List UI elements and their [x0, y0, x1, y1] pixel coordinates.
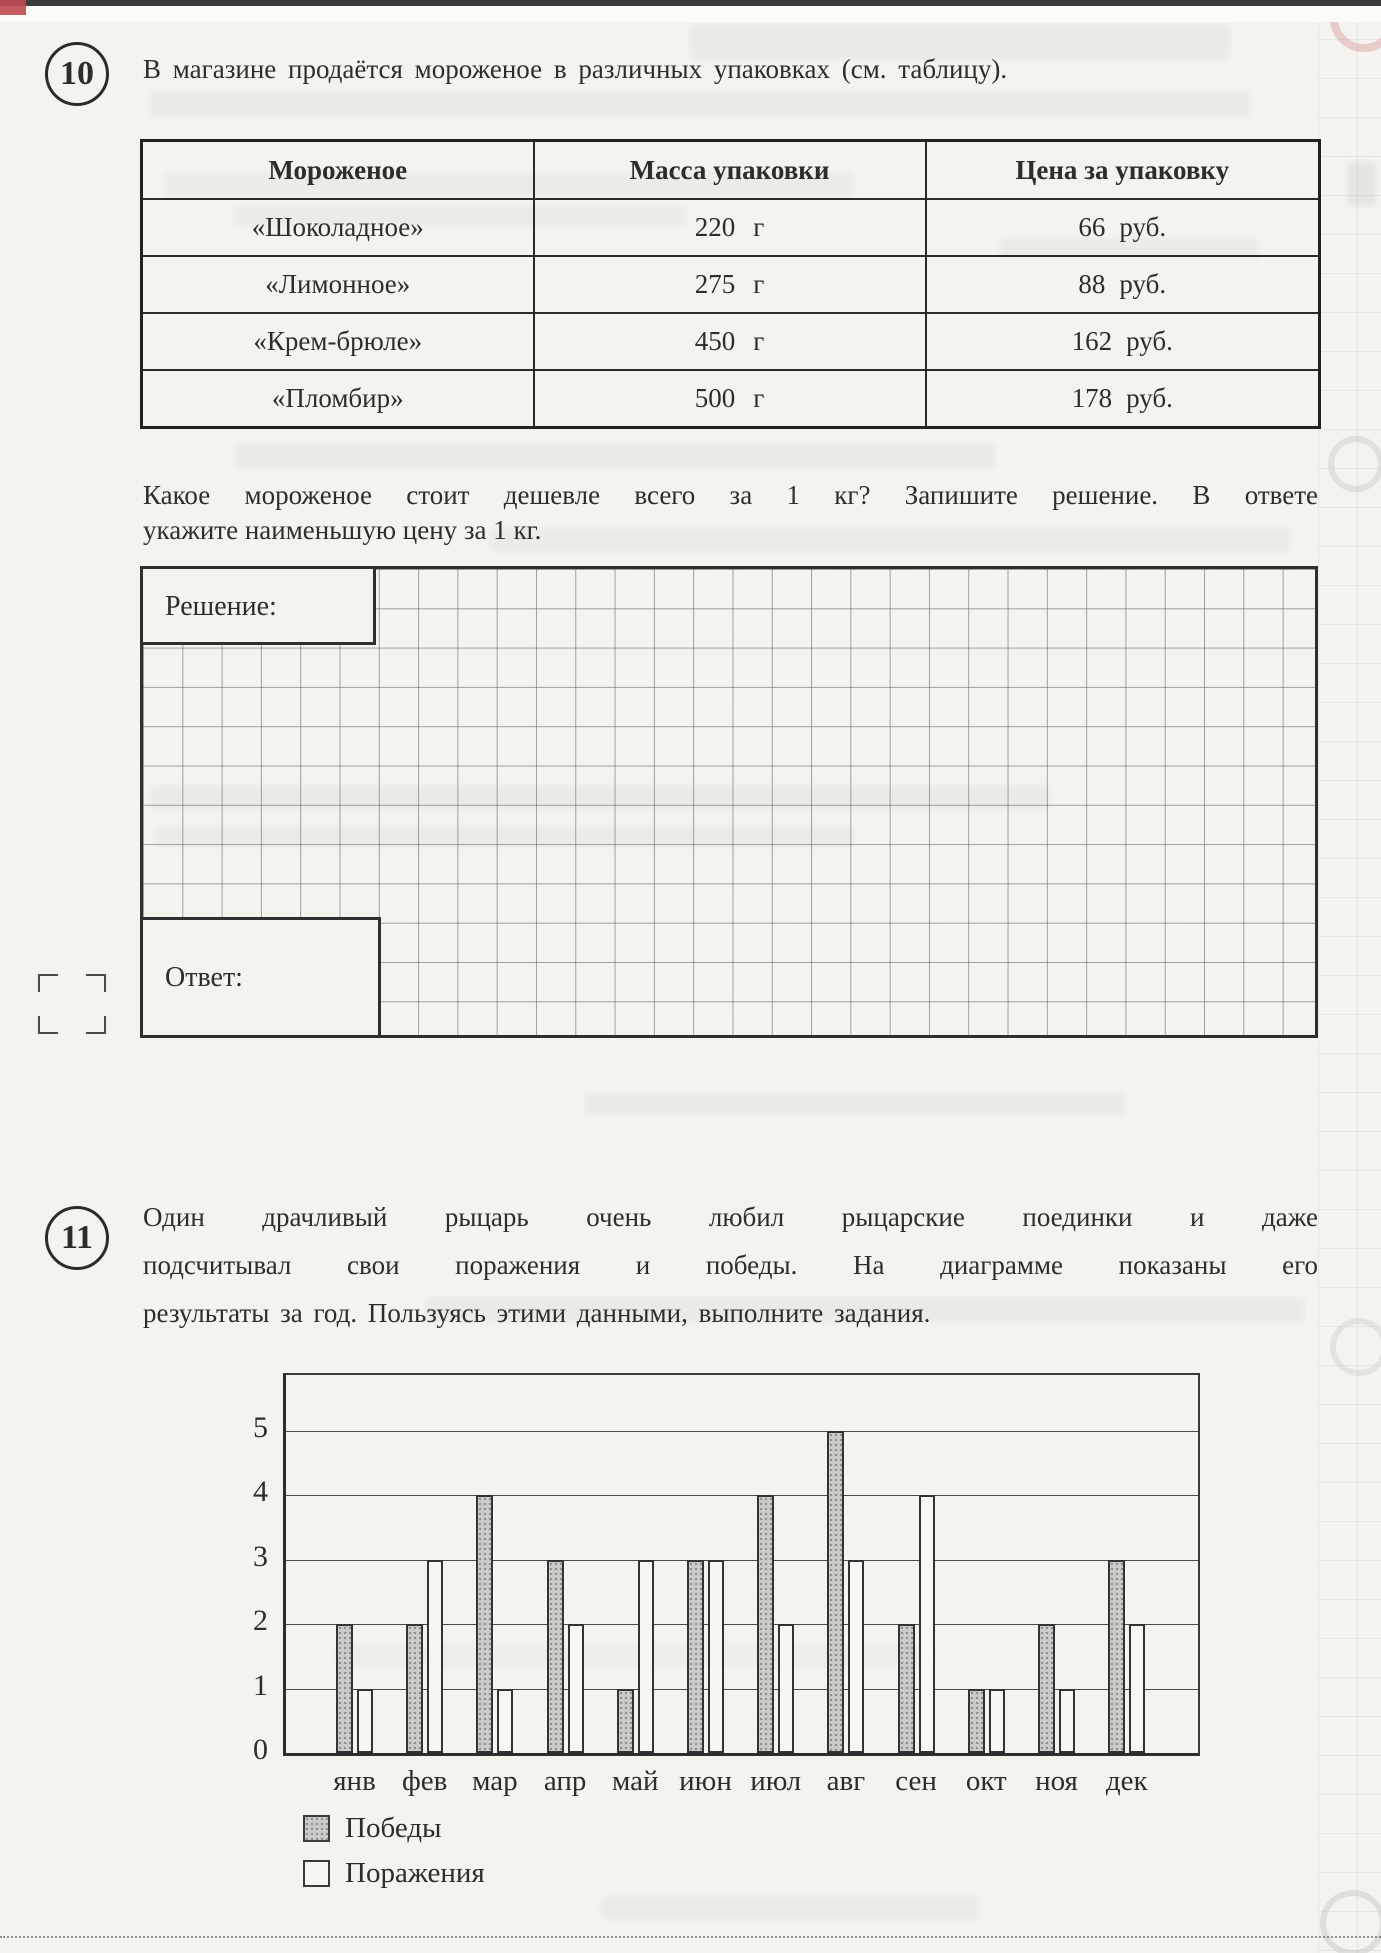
bleed-artifact — [1330, 1318, 1381, 1376]
bar-wins-авг — [827, 1431, 844, 1754]
answer-box — [140, 917, 381, 1038]
task-10-question-line2: укажите наименьшую цену за 1 кг. — [143, 515, 542, 545]
x-axis-label-май: май — [612, 1765, 659, 1797]
table-row — [142, 370, 1320, 428]
bar-wins-июн — [687, 1560, 704, 1754]
answer-label: Ответ: — [165, 962, 243, 993]
bar-wins-мар — [476, 1495, 493, 1753]
table-header-row — [142, 141, 1320, 200]
bleed-artifact — [1348, 162, 1376, 206]
losses-swatch-icon — [303, 1860, 330, 1887]
cell-mass: 450 г — [534, 313, 926, 370]
crop-mark-top-right — [86, 974, 106, 992]
bar-losses-май — [638, 1560, 654, 1754]
x-axis-label-сен: сен — [895, 1765, 937, 1797]
scan-edge-strip — [0, 0, 1381, 6]
legend-label: Победы — [345, 1812, 442, 1844]
x-axis-label-янв: янв — [333, 1765, 376, 1797]
chart-gridline — [286, 1431, 1198, 1432]
legend-item-losses — [303, 1857, 485, 1890]
cell-price: 88 руб. — [926, 256, 1320, 313]
x-axis-label-мар: мар — [472, 1765, 518, 1797]
task-10-intro: В магазине продаётся мороженое в различных упаковках (см. таблицу). — [143, 54, 1008, 84]
table-row — [142, 256, 1320, 313]
right-margin-grid — [1318, 0, 1381, 1953]
bar-losses-янв — [357, 1689, 373, 1754]
x-axis-label-июл: июл — [750, 1765, 802, 1797]
bleed-artifact — [150, 92, 1250, 116]
x-axis-label-ноя: ноя — [1035, 1765, 1078, 1797]
bar-losses-фев — [427, 1560, 443, 1754]
bar-losses-апр — [568, 1624, 584, 1753]
cell-price: 66 руб. — [926, 199, 1320, 256]
task-11-number-label: 11 — [60, 1219, 94, 1256]
crop-mark-top-left — [38, 974, 58, 992]
y-axis-tick-3: 3 — [253, 1539, 268, 1573]
cell-mass: 275 г — [534, 256, 926, 313]
bar-wins-дек — [1108, 1560, 1125, 1754]
solution-grid — [140, 566, 1318, 1038]
cell-mass: 500 г — [534, 370, 926, 428]
crop-mark-bottom-right — [86, 1016, 106, 1034]
table-row — [142, 313, 1320, 370]
cell-price: 162 руб. — [926, 313, 1320, 370]
bar-losses-июл — [778, 1624, 794, 1753]
bar-losses-окт — [989, 1689, 1005, 1754]
bar-wins-окт — [968, 1689, 985, 1754]
task-11-number — [45, 1206, 109, 1270]
cell-name: «Шоколадное» — [142, 199, 534, 256]
y-axis-tick-0: 0 — [253, 1733, 268, 1766]
bar-losses-авг — [848, 1560, 864, 1754]
bleed-artifact — [1320, 1890, 1381, 1953]
crop-mark-bottom-left — [38, 1016, 58, 1034]
col-header-mass: Масса упаковки — [534, 141, 926, 200]
bar-wins-апр — [547, 1560, 564, 1754]
ice-cream-table — [140, 139, 1321, 429]
cell-name: «Лимонное» — [142, 256, 534, 313]
scan-white-band — [0, 6, 1381, 22]
bleed-artifact — [600, 1896, 980, 1920]
x-axis-label-дек: дек — [1105, 1765, 1148, 1797]
task-10-question-line1: Какое мороженое стоит дешевле всего за 1 кг? Запишите решение. В ответе — [143, 480, 1318, 510]
x-axis-label-апр: апр — [543, 1765, 587, 1797]
solution-label: Решение: — [165, 591, 277, 622]
x-axis-label-июн: июн — [679, 1765, 732, 1797]
bar-wins-май — [617, 1689, 634, 1754]
y-axis-tick-2: 2 — [253, 1604, 268, 1637]
cell-price: 178 руб. — [926, 370, 1320, 428]
cell-name: «Пломбир» — [142, 370, 534, 428]
col-header-price: Цена за упаковку — [926, 141, 1320, 200]
bar-wins-сен — [898, 1624, 915, 1753]
wins-swatch-icon — [303, 1815, 330, 1842]
solution-box — [140, 566, 376, 645]
bar-wins-июл — [757, 1495, 774, 1753]
y-axis-tick-5: 5 — [253, 1410, 268, 1444]
chart-plot — [283, 1373, 1200, 1756]
task-11-text-line3: результаты за год. Пользуясь этими данными, выполните задания. — [143, 1298, 931, 1328]
task-10-number-label: 10 — [60, 55, 94, 92]
bleed-artifact — [235, 444, 995, 468]
legend-item-wins — [303, 1812, 442, 1845]
red-corner-mark — [0, 0, 26, 15]
cell-name: «Крем-брюле» — [142, 313, 534, 370]
bar-losses-июн — [708, 1560, 724, 1754]
table-body — [142, 199, 1320, 428]
y-axis-tick-4: 4 — [253, 1475, 268, 1508]
bar-losses-дек — [1129, 1624, 1145, 1753]
x-axis-label-фев: фев — [402, 1765, 448, 1797]
bar-losses-ноя — [1059, 1689, 1075, 1754]
bar-wins-фев — [406, 1624, 423, 1753]
bar-losses-мар — [497, 1689, 513, 1754]
bar-wins-янв — [336, 1624, 353, 1753]
table-row — [142, 199, 1320, 256]
y-axis-tick-1: 1 — [253, 1668, 268, 1702]
col-header-icecream: Мороженое — [142, 141, 534, 200]
bar-wins-ноя — [1038, 1624, 1055, 1753]
bar-losses-сен — [919, 1495, 935, 1753]
legend-label: Поражения — [345, 1857, 485, 1889]
x-axis-label-окт: окт — [965, 1765, 1007, 1797]
chart-gridline — [286, 1495, 1198, 1496]
task-11-text-line1: Один драчливый рыцарь очень любил рыцарские поединки и даже — [143, 1202, 1318, 1232]
task-10-number — [45, 42, 109, 106]
chart-gridline — [286, 1560, 1198, 1561]
bleed-artifact — [585, 1093, 1125, 1115]
task-11-text-line2: подсчитывал свои поражения и победы. На диаграмме показаны его — [143, 1250, 1318, 1280]
x-axis-label-авг: авг — [826, 1765, 866, 1797]
page-separator-dotted-line — [0, 1936, 1381, 1938]
bleed-artifact — [1328, 436, 1381, 492]
cell-mass: 220 г — [534, 199, 926, 256]
